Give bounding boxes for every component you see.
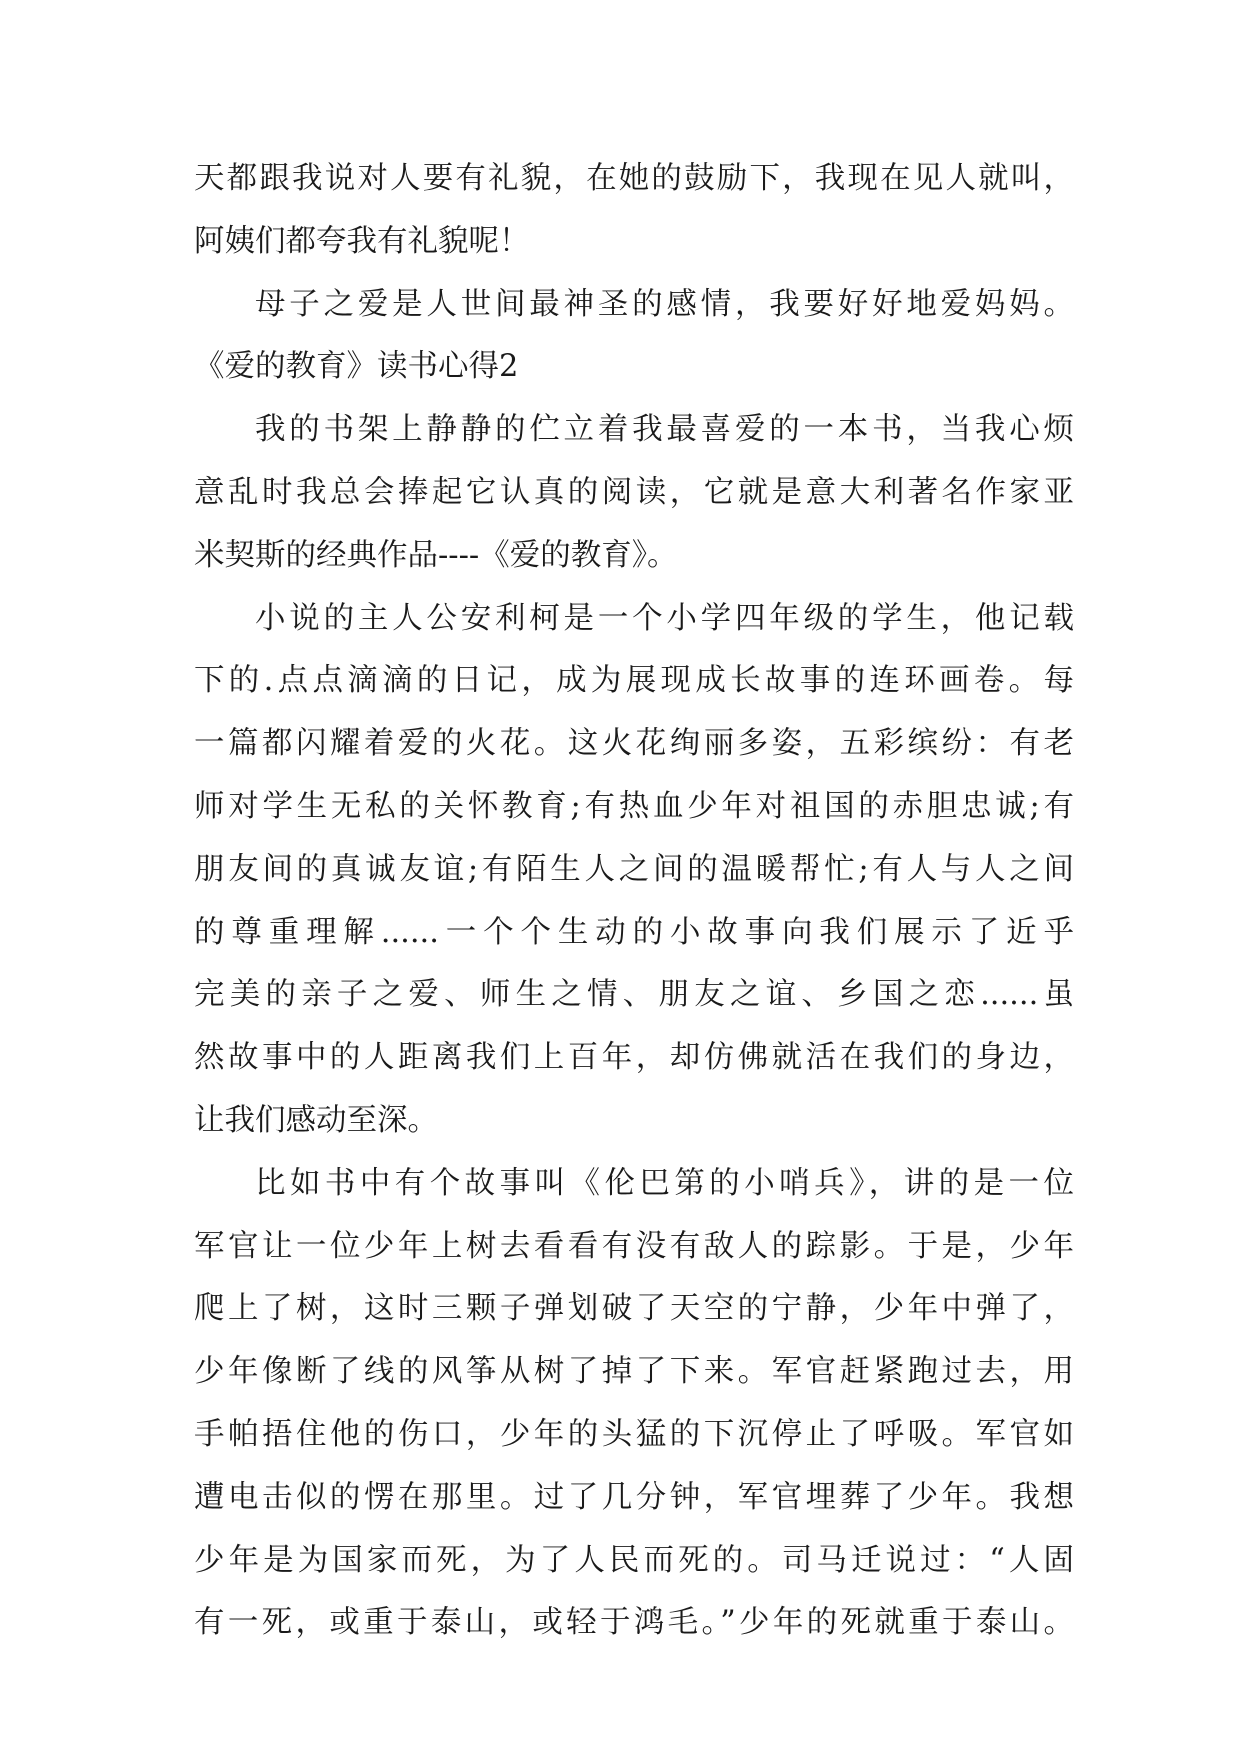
text-line: 让我们感动至深。 — [194, 1102, 438, 1138]
text-line: 意乱时我总会捧起它认真的阅读，它就是意大利著名作家亚 — [194, 474, 1074, 510]
text-line: 少年是为国家而死，为了人民而死的。司马迁说过：“人固 — [194, 1542, 1074, 1578]
text-line: 一篇都闪耀着爱的火花。这火花绚丽多姿，五彩缤纷：有老 — [194, 726, 1074, 762]
text-line: 军官让一位少年上树去看看有没有敌人的踪影。于是，少年 — [194, 1228, 1074, 1264]
text-line: 遭电击似的愣在那里。过了几分钟，军官埋葬了少年。我想 — [194, 1479, 1074, 1515]
section-heading: 《爱的教育》读书心得2 — [194, 349, 519, 385]
text-line: 的尊重理解......一个个生动的小故事向我们展示了近乎 — [194, 914, 1074, 950]
paragraph-first-line: 小说的主人公安利柯是一个小学四年级的学生，他记载 — [255, 600, 1074, 636]
text-line: 爬上了树，这时三颗子弹划破了天空的宁静，少年中弹了， — [194, 1291, 1074, 1327]
text-line: 米契斯的经典作品----《爱的教育》。 — [194, 537, 678, 573]
text-line: 师对学生无私的关怀教育;有热血少年对祖国的赤胆忠诚;有 — [194, 788, 1074, 824]
text-line: 下的.点点滴滴的日记，成为展现成长故事的连环画卷。每 — [194, 663, 1074, 699]
paragraph-first-line: 母子之爱是人世间最神圣的感情，我要好好地爱妈妈。 — [255, 286, 1074, 322]
text-line: 手帕捂住他的伤口，少年的头猛的下沉停止了呼吸。军官如 — [194, 1416, 1074, 1452]
text-line: 阿姨们都夸我有礼貌呢！ — [194, 223, 530, 259]
paragraph-first-line: 我的书架上静静的伫立着我最喜爱的一本书，当我心烦 — [255, 412, 1074, 448]
text-line: 然故事中的人距离我们上百年，却仿佛就活在我们的身边， — [194, 1040, 1074, 1076]
text-line: 少年像断了线的风筝从树了掉了下来。军官赶紧跑过去，用 — [194, 1354, 1074, 1390]
text-line: 天都跟我说对人要有礼貌，在她的鼓励下，我现在见人就叫， — [194, 161, 1074, 196]
paragraph-first-line: 比如书中有个故事叫《伦巴第的小哨兵》，讲的是一位 — [255, 1165, 1074, 1201]
text-line: 完美的亲子之爱、师生之情、朋友之谊、乡国之恋......虽 — [194, 977, 1074, 1013]
text-line: 有一死，或重于泰山，或轻于鸿毛。”少年的死就重于泰山。 — [194, 1605, 1074, 1641]
text-line: 朋友间的真诚友谊;有陌生人之间的温暖帮忙;有人与人之间 — [194, 851, 1074, 887]
document-body — [194, 148, 1074, 1655]
